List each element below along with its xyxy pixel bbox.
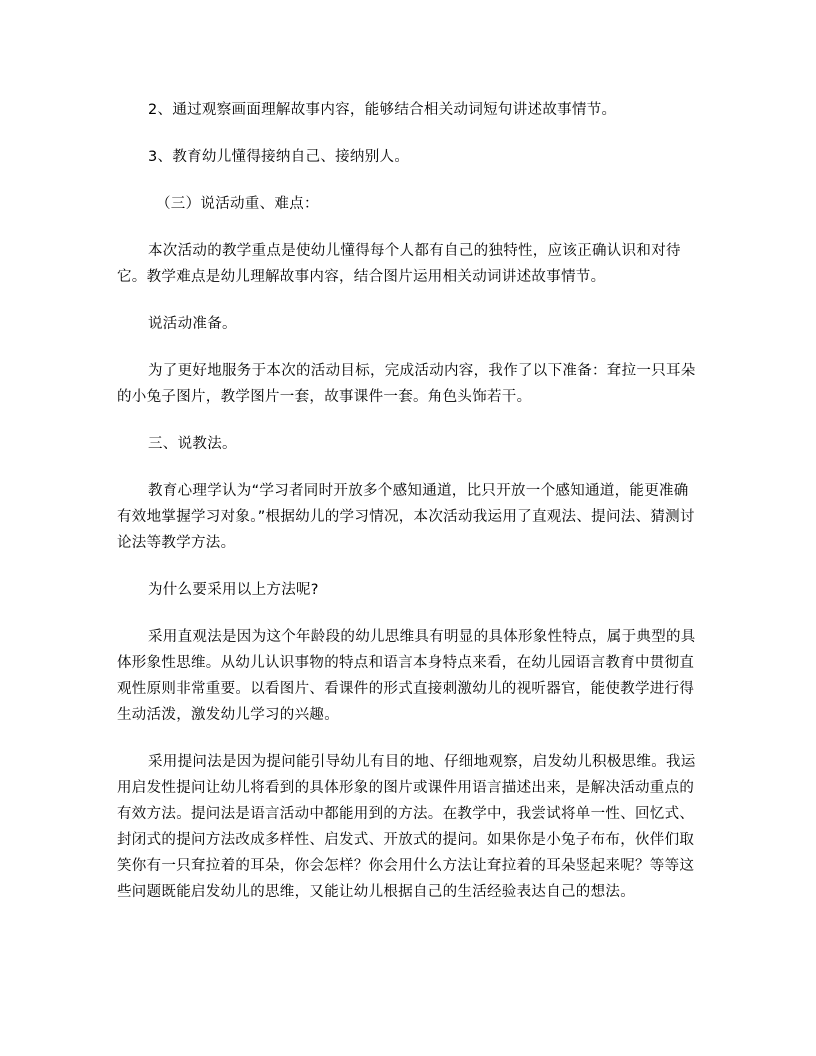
paragraph-preparation: 为了更好地服务于本次的活动目标，完成活动内容，我作了以下准备：耷拉一只耳朵的小兔子图片，教学图片一套，故事课件一套。角色头饰若干。 [117, 363, 696, 405]
heading-teaching-methods: 三、说教法。 [148, 436, 237, 452]
heading-activity-preparation: 说活动准备。 [148, 316, 237, 332]
document-body [117, 97, 702, 905]
paragraph-intuitive-method: 采用直观法是因为这个年龄段的幼儿思维具有明显的具体形象性特点，属于典型的具体形象性思维。从幼儿认识事物的特点和语言本身特点来看，在幼儿园语言教育中贯彻直观性原则非常重要。以看图片、看课件的形式直接刺激幼儿的视听器官，能使教学进行得生动活泼，激发幼儿学习的兴趣。 [117, 629, 696, 723]
paragraph-objective-2: 2、通过观察画面理解故事内容，能够结合相关动词短句讲述故事情节。 [148, 102, 617, 118]
paragraph-why-methods: 为什么要采用以上方法呢? [148, 582, 319, 598]
paragraph-objective-3: 3、教育幼儿懂得接纳自己、接纳别人。 [148, 149, 410, 165]
paragraph-questioning-method: 采用提问法是因为提问能引导幼儿有目的地、仔细地观察，启发幼儿积极思维。我运用启发性提问让幼儿将看到的具体形象的图片或课件用语言描述出来，是解决活动重点的有效方法。提问法是语言活动中都能用到的方法。在教学中，我尝试将单一性、回忆式、封闭式的提问方法改成多样性、启发式、开放式的提问。如果你是小兔子布布，伙伴们取笑你有一只耷拉着的耳朵，你会怎样？你会用什么方法让耷拉着的耳朵竖起来呢？等等这些问题既能启发幼儿的思维，又能让幼儿根据自己的生活经验表达自己的想法。 [117, 754, 696, 900]
paragraph-psychology: 教育心理学认为“学习者同时开放多个感知通道，比只开放一个感知通道，能更准确有效地掌握学习对象。”根据幼儿的学习情况，本次活动我运用了直观法、提问法、猜测讨论法等教学方法。 [117, 483, 695, 551]
paragraph-key-points: 本次活动的教学重点是使幼儿懂得每个人都有自己的独特性，应该正确认识和对待它。教学难点是幼儿理解故事内容，结合图片运用相关动词讲述故事情节。 [117, 243, 681, 285]
heading-key-difficult-points: （三）说活动重、难点： [156, 196, 319, 212]
